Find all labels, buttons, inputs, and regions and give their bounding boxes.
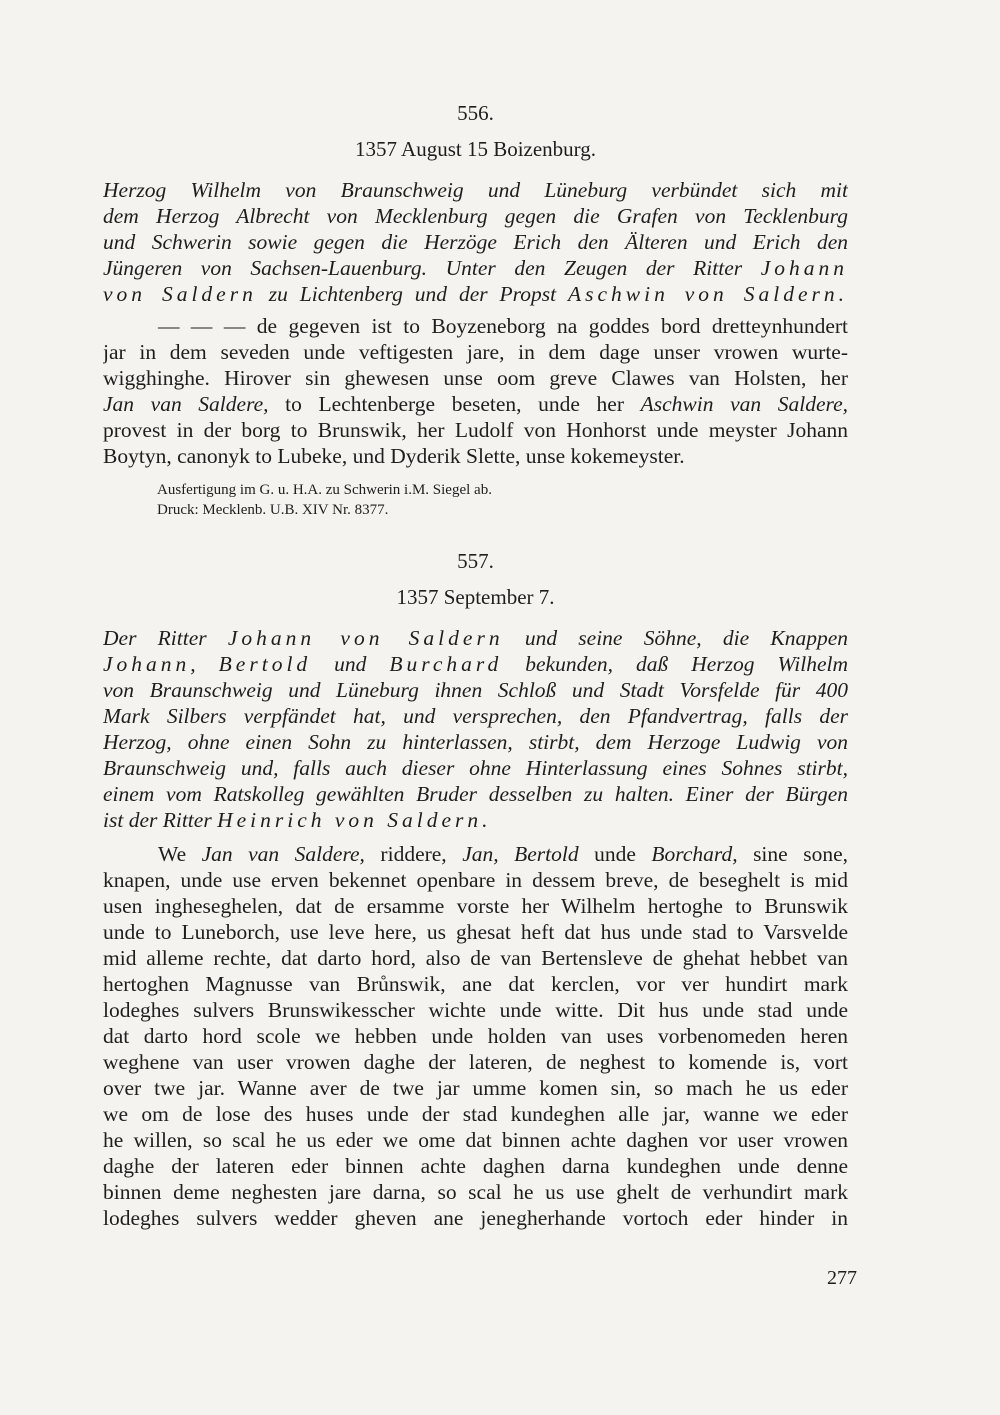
text-line: wigghinghe. Hirover sin ghewesen unse oom greve Clawes van Holsten, her bbox=[103, 366, 848, 390]
text-content: unde bbox=[578, 842, 652, 866]
summary-line bbox=[103, 281, 848, 307]
text-line: we om de lose des huses unde der stad kundeghen alle jar, wanne we eder bbox=[103, 1102, 848, 1126]
text-content: We bbox=[158, 842, 202, 866]
summary-line: Herzog Wilhelm von Braunschweig und Lüneburg verbündet sich mit bbox=[103, 178, 848, 202]
text-line: dat darto hord scole we hebben unde holden van uses vorbenomeden heren bbox=[103, 1024, 848, 1048]
text-line: over twe jar. Wanne aver de twe jar umme komen sin, so mach he us eder bbox=[103, 1076, 848, 1100]
name-italic: Jan van Saldere, bbox=[201, 842, 365, 866]
summary-text: , bbox=[190, 652, 219, 676]
text-line: binnen deme neghesten jare darna, so scal he us use ghelt de verhundirt mark bbox=[103, 1180, 848, 1204]
text-line: usen ingheseghelen, dat de ersamme vorste her Wilhelm hertoghe to Brunswik bbox=[103, 894, 848, 918]
summary-line: einem vom Ratskolleg gewählten Bruder desselben zu halten. Einer der Bürgen bbox=[103, 782, 848, 806]
person-name: Johann von Saldern bbox=[227, 626, 504, 650]
text-content: sine sone, bbox=[737, 842, 848, 866]
person-name: Johann bbox=[760, 256, 848, 280]
text-line: lodeghes sulvers Brunswikesscher wichte unde witte. Dit hus unde stad unde bbox=[103, 998, 848, 1022]
text-line: unde to Luneborch, use leve here, us ghesat heft dat hus unde stad to Varsvelde bbox=[103, 920, 848, 944]
text-line: weghene van user vrowen daghe der lateren, de neghest to komende is, vort bbox=[103, 1050, 848, 1074]
summary-line: Mark Silbers verpfändet hat, und versprechen, den Pfandvertrag, falls der bbox=[103, 704, 848, 728]
person-name: Burchard bbox=[389, 652, 503, 676]
summary-text: ist der Ritter bbox=[103, 808, 218, 832]
text-content: — — — de gegeven ist to Boyzeneborg na goddes bord dretteynhundert bbox=[158, 314, 848, 338]
summary-text: bekunden, daß Herzog Wilhelm bbox=[502, 652, 848, 676]
source-note: Ausfertigung im G. u. H.A. zu Schwerin i.M. Siegel ab. bbox=[157, 482, 492, 498]
doc-number-557: 557. bbox=[457, 549, 494, 573]
text-line: provest in der borg to Brunswik, her Ludolf von Honhorst unde meyster Johann bbox=[103, 418, 848, 442]
text-line bbox=[103, 391, 848, 417]
summary-line: dem Herzog Albrecht von Mecklenburg gegen die Grafen von Tecklenburg bbox=[103, 204, 848, 228]
summary-line: von Braunschweig und Lüneburg ihnen Schloß und Stadt Vorsfelde für 400 bbox=[103, 678, 848, 702]
summary-line bbox=[103, 807, 848, 833]
summary-line: Herzog, ohne einen Sohn zu hinterlassen, stirbt, dem Herzoge Ludwig von bbox=[103, 730, 848, 754]
text-line: lodeghes sulvers wedder gheven ane jenegherhande vortoch eder hinder in bbox=[103, 1206, 848, 1230]
text-content: to Lechtenberge beseten, unde her bbox=[268, 392, 641, 416]
print-note: Druck: Mecklenb. U.B. XIV Nr. 8377. bbox=[157, 502, 389, 518]
summary-line: und Schwerin sowie gegen die Herzöge Erich den Älteren und Erich den bbox=[103, 230, 848, 254]
text-line: knapen, unde use erven bekennet openbare in dessem breve, de beseghelt is mid bbox=[103, 868, 848, 892]
name-italic: Jan, Bertold bbox=[462, 842, 579, 866]
text-line: Boytyn, canonyk to Lubeke, und Dyderik Slette, unse kokemeyster. bbox=[103, 444, 685, 468]
person-name: Johann bbox=[103, 652, 191, 676]
person-name: Bertold bbox=[218, 652, 312, 676]
summary-text: zu Lichtenberg und der Propst bbox=[256, 282, 568, 306]
page-number: 277 bbox=[827, 1267, 857, 1289]
text-content: riddere, bbox=[364, 842, 463, 866]
doc-number-556: 556. bbox=[457, 101, 494, 125]
person-name: Aschwin von Saldern. bbox=[568, 282, 848, 306]
name-italic: Aschwin van Saldere, bbox=[640, 392, 848, 416]
text-line: hertoghen Magnusse van Brůnswik, ane dat kerclen, vor ver hundirt mark bbox=[103, 972, 848, 996]
name-italic: Jan van Saldere, bbox=[103, 392, 269, 416]
summary-line bbox=[103, 651, 848, 677]
person-name: von Saldern bbox=[103, 282, 257, 306]
text-line bbox=[103, 841, 848, 867]
person-name: Heinrich von Saldern. bbox=[217, 808, 492, 832]
text-line: he willen, so scal he us eder we ome dat binnen achte daghen vor user vrowen bbox=[103, 1128, 848, 1152]
summary-line bbox=[103, 255, 848, 281]
text-line: jar in dem seveden unde veftigesten jare, in dem dage unser vrowen wurte- bbox=[103, 340, 848, 364]
name-italic: Borchard, bbox=[651, 842, 738, 866]
summary-line bbox=[103, 625, 848, 651]
text-line: daghe der lateren eder binnen achte daghen darna kundeghen unde denne bbox=[103, 1154, 848, 1178]
text-line bbox=[103, 313, 848, 339]
text-line: mid alleme rechte, dat darto hord, also de van Bertensleve de ghehat hebbet van bbox=[103, 946, 848, 970]
summary-line: Braunschweig und, falls auch dieser ohne Hinterlassung eines Sohnes stirbt, bbox=[103, 756, 848, 780]
summary-text: Jüngeren von Sachsen-Lauenburg. Unter den Zeugen der Ritter bbox=[103, 256, 761, 280]
summary-text: und seine Söhne, die Knappen bbox=[503, 626, 848, 650]
doc-date-556: 1357 August 15 Boizenburg. bbox=[354, 137, 597, 161]
doc-date-557: 1357 September 7. bbox=[396, 585, 555, 609]
summary-text: Der Ritter bbox=[103, 626, 228, 650]
summary-text: und bbox=[311, 652, 390, 676]
